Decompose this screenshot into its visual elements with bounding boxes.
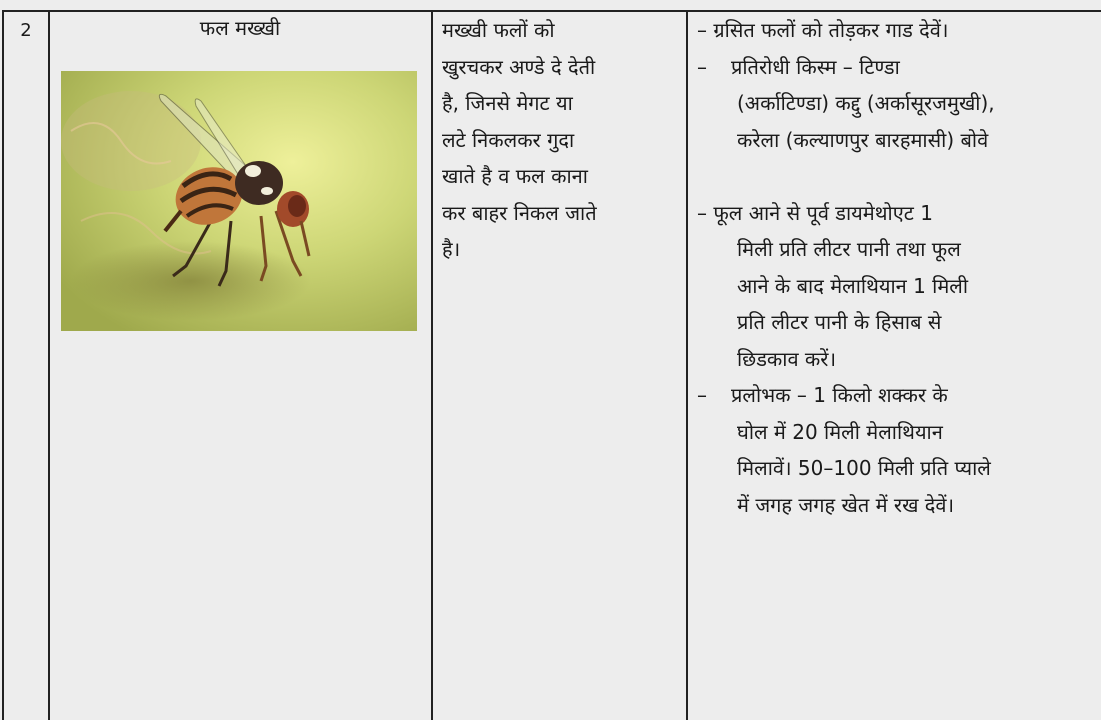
control-text: प्रलोभक – 1 किलो शक्कर के [731,383,948,407]
blank-line [697,158,1091,195]
control-item-4 [697,377,1091,414]
pest-cell [50,12,430,720]
row-number: 2 [20,20,32,41]
control-line: मिलावें। 50–100 मिली प्रति प्याले [737,456,991,480]
control-item-2 [697,49,1091,86]
control-line: (अर्काटिण्डा) कद्दु (अर्कासूरजमुखी), [737,91,995,115]
symptom-line: खुरचकर अण्डे दे देती [442,54,596,79]
symptom-line: है, जिनसे मेगट या [442,91,573,115]
symptom-line: लटे निकलकर गुदा [442,127,575,152]
control-line: मिली प्रति लीटर पानी तथा फूल [737,237,961,261]
control-item-3: – फूल आने से पूर्व डायमेथोएट 1 [697,200,933,225]
control-line: घोल में 20 मिली मेलाथियान [737,419,943,444]
dash-bullet: – [697,54,707,79]
symptom-line: मख्खी फलों को [442,18,555,42]
control-text: प्रतिरोधी किस्म – टिण्डा [731,54,900,79]
symptom-line: खाते है व फल काना [442,164,588,188]
column-divider [431,10,433,720]
control-line: प्रति लीटर पानी के हिसाब से [737,310,942,334]
control-line: आने के बाद मेलाथियान 1 मिली [737,273,969,298]
control-cell [689,12,1101,720]
dash-bullet: – [697,383,707,407]
fruit-fly-illustration [61,71,417,331]
symptom-line: कर बाहर निकल जाते [442,200,597,225]
control-line: छिडकाव करें। [737,346,837,371]
control-item-1: – ग्रसित फलों को तोड़कर गाड देवें। [697,18,949,42]
fruit-fly-photo [61,71,417,331]
pest-name: फल मख्खी [199,16,281,40]
symptom-line: है। [442,237,461,261]
control-line: में जगह जगह खेत में रख देवें। [737,492,955,517]
control-line: करेला (कल्याणपुर बारहमासी) बोवे [737,127,989,152]
symptom-cell [434,12,687,720]
